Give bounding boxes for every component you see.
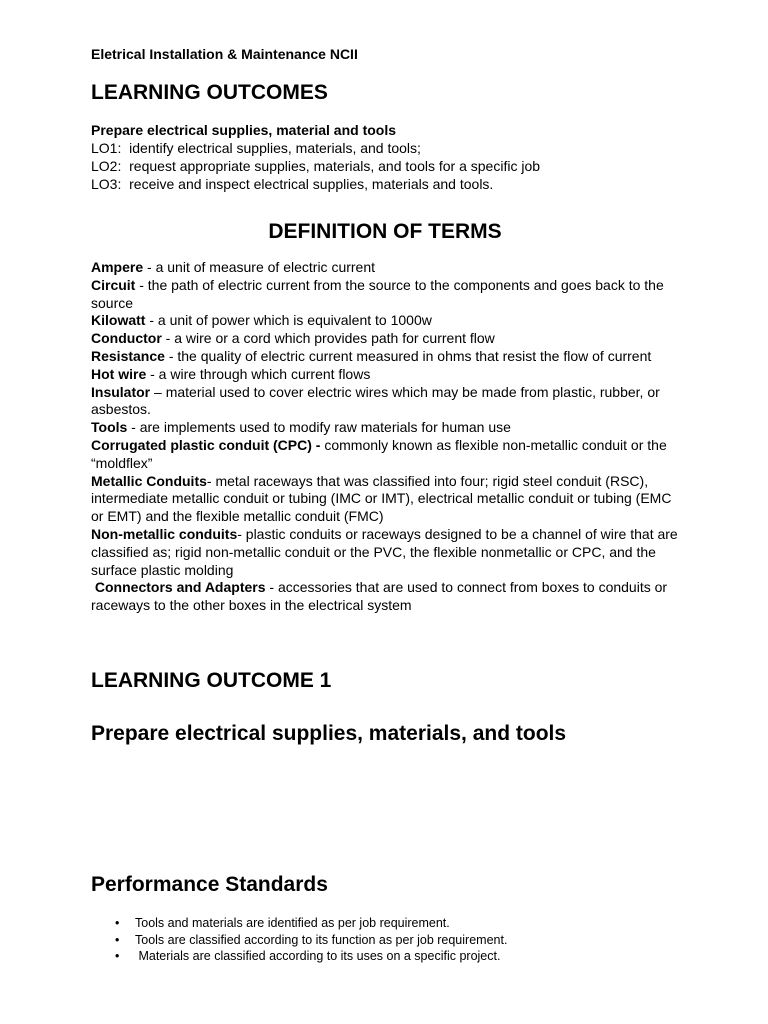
learning-outcomes-subheading: Prepare electrical supplies, material and tools (91, 122, 397, 138)
term-definition: - a wire or a cord which provides path for current flow (161, 330, 495, 347)
term-definition: - are implements used to modify raw materials for human use (127, 419, 511, 436)
definition-item (91, 277, 683, 313)
term-definition: - metal raceways that was classified into four; rigid steel conduit (RSC), intermediate metallic conduit or tubing (IMC or IMT), electrical metallic conduit or tubing (EMC or EMT) and the flexible metallic conduit (FMC) (91, 472, 672, 525)
term-name: Resistance (91, 347, 165, 364)
document-header: Eletrical Installation & Maintenance NCII (91, 46, 358, 62)
performance-standard-text: Tools are classified according to its function as per job requirement. (135, 932, 508, 947)
term-definition: - a unit of measure of electric current (143, 259, 376, 275)
definition-item (91, 437, 683, 473)
term-definition: - the quality of electric current measured in ohms that resist the flow of current (164, 347, 652, 364)
learning-outcomes-heading: LEARNING OUTCOMES (91, 81, 328, 104)
term-definition: - a unit of power which is equivalent to 1000w (145, 312, 432, 329)
term-name: Conductor (91, 330, 162, 347)
term-definition: commonly known as flexible non-metallic conduit or the “moldflex” (91, 436, 667, 471)
list-item (91, 915, 507, 932)
definition-item (91, 526, 683, 579)
term-name: Corrugated plastic conduit (CPC) - (91, 436, 321, 453)
learning-outcome-1-heading: LEARNING OUTCOME 1 (91, 669, 332, 692)
term-name: Metallic Conduits (91, 472, 207, 489)
bullet-icon: • (115, 916, 120, 930)
learning-outcomes-list (91, 121, 540, 193)
term-definition: - the path of electric current from the source to the components and goes back to the source (91, 276, 664, 311)
definition-item (91, 384, 683, 420)
list-item (91, 932, 507, 949)
performance-standard-text: Tools and materials are identified as per job requirement. (135, 916, 450, 930)
definition-item (91, 579, 683, 615)
term-definition: - plastic conduits or raceways designed to be a channel of wire that are classified as; rigid non-metallic conduit or the PVC, the flexible nonmetallic or CPC, and the surface plastic molding (91, 525, 678, 578)
term-definition: - accessories that are used to connect from boxes to conduits or raceways to the other boxes in the electrical system (91, 579, 668, 614)
learning-outcome-item: LO3: receive and inspect electrical supplies, materials and tools. (91, 176, 494, 192)
list-item (91, 948, 507, 965)
bullet-icon: • (115, 932, 120, 947)
learning-outcome-item: LO1: identify electrical supplies, materials, and tools; (91, 140, 421, 156)
term-name: Kilowatt (91, 312, 146, 329)
term-definition: – material used to cover electric wires which may be made from plastic, rubber, or asbestos. (91, 383, 660, 418)
term-name: Hot wire (91, 365, 147, 382)
definition-list (91, 259, 683, 615)
term-definition: - a wire through which current flows (146, 365, 371, 382)
definition-item (91, 366, 683, 384)
learning-outcome-1-title: Prepare electrical supplies, materials, and tools (91, 722, 567, 745)
bullet-icon: • (115, 949, 120, 963)
definition-item (91, 259, 683, 277)
definition-item (91, 312, 683, 330)
term-name: Tools (91, 419, 128, 436)
definition-of-terms-heading: DEFINITION OF TERMS (268, 220, 502, 243)
definition-item (91, 473, 683, 526)
definition-item (91, 419, 683, 437)
performance-standards-heading: Performance Standards (91, 873, 328, 896)
performance-standards-list (91, 915, 507, 965)
term-name: Insulator (91, 383, 151, 400)
performance-standard-text: Materials are classified according to its uses on a specific project. (135, 949, 501, 963)
definition-item (91, 348, 683, 366)
term-name: Ampere (91, 259, 144, 275)
learning-outcome-item: LO2: request appropriate supplies, materials, and tools for a specific job (91, 158, 541, 174)
term-name: Non-metallic conduits (91, 525, 238, 542)
term-name: Circuit (91, 276, 136, 293)
definition-item (91, 330, 683, 348)
term-name: Connectors and Adapters (94, 579, 266, 596)
